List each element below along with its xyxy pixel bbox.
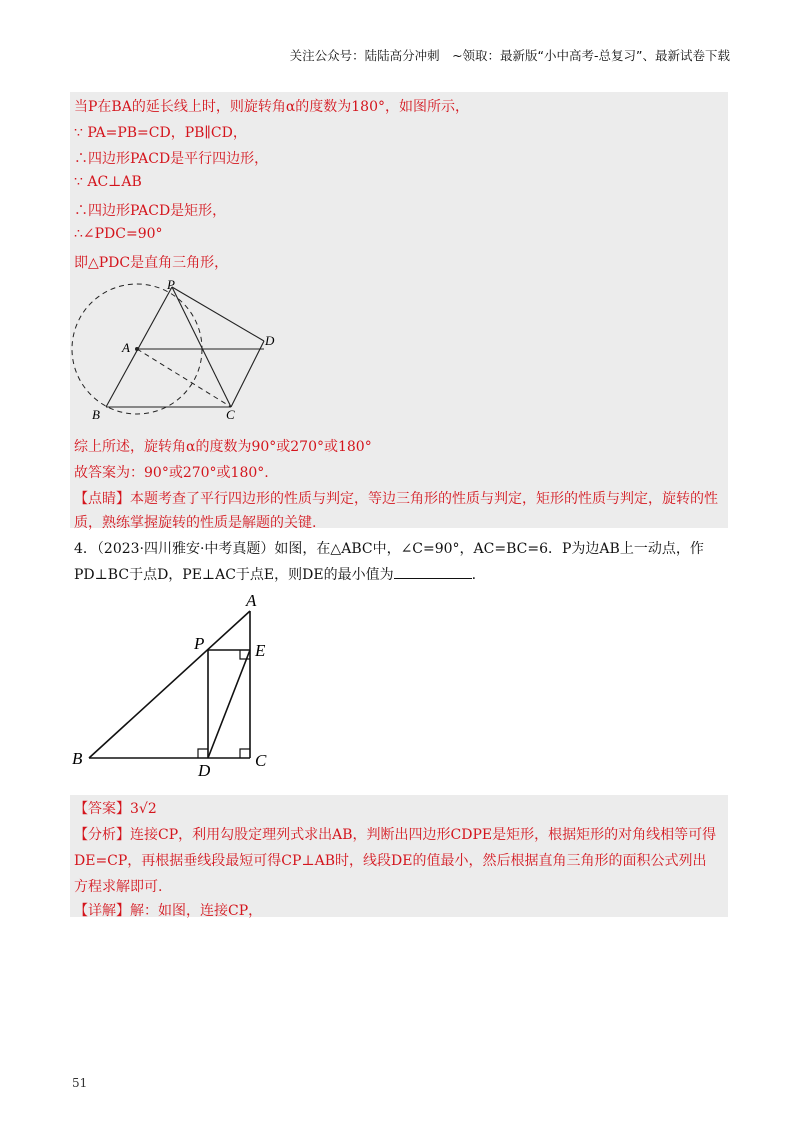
label-e: E bbox=[255, 641, 266, 660]
key-point-line: 【点睛】本题考查了平行四边形的性质与判定，等边三角形的性质与判定，矩形的性质与判定，旋转的性 bbox=[74, 491, 718, 507]
label-p: P bbox=[167, 277, 175, 292]
page-header: 关注公众号：陆陆高分冲刺 ~领取：最新版“小中高考-总复习”、最新试卷下载 bbox=[289, 48, 730, 63]
text-line: 即△PDC是直角三角形， bbox=[74, 255, 229, 271]
key-point-line: 质，熟练掌握旋转的性质是解题的关键. bbox=[74, 515, 317, 531]
analysis-line: 【分析】连接CP，利用勾股定理列式求出AB，判断出四边形CDPE是矩形，根据矩形的对角线相等可得 bbox=[74, 827, 717, 843]
text-line: ∵ PA=PB=CD，PB∥CD， bbox=[74, 125, 247, 141]
text-line: ∵ AC⊥AB bbox=[74, 174, 142, 190]
text-line: ∴∠PDC=90° bbox=[74, 226, 163, 242]
label-c: C bbox=[255, 751, 267, 770]
geometry-figure-parallelogram bbox=[70, 274, 290, 424]
question-4-text: PD⊥BC于点D，PE⊥AC于点E，则DE的最小值为 bbox=[74, 567, 394, 583]
segment-de bbox=[208, 650, 250, 758]
question-4-line-1: 4．（2023·四川雅安·中考真题）如图，在△ABC中，∠C=90°，AC=BC=6．P为边AB上一动点，作 bbox=[74, 541, 704, 557]
segment-pb bbox=[106, 287, 172, 407]
label-b: B bbox=[92, 407, 100, 422]
label-b: B bbox=[72, 749, 83, 768]
analysis-line: 方程求解即可. bbox=[74, 879, 163, 895]
right-angle-c bbox=[240, 749, 250, 758]
text-line: 故答案为：90°或270°或180°. bbox=[74, 465, 269, 481]
segment-ab bbox=[89, 611, 250, 758]
analysis-line: DE=CP，再根据垂线段最短可得CP⊥AB时，线段DE的值最小，然后根据直角三角形的面积公式列出 bbox=[74, 853, 707, 869]
label-d: D bbox=[198, 761, 211, 780]
question-4-line-2: PD⊥BC于点D，PE⊥AC于点E，则DE的最小值为 . bbox=[74, 567, 477, 583]
segment-cd bbox=[231, 341, 264, 407]
text-line: 综上所述，旋转角α的度数为90°或270°或180° bbox=[74, 439, 372, 455]
answer-blank bbox=[394, 566, 472, 579]
text-line: ∴四边形PACD是平行四边形， bbox=[74, 151, 269, 167]
right-angle-d bbox=[198, 749, 208, 758]
detail-line: 【详解】解：如图，连接CP， bbox=[74, 903, 263, 919]
answer-line: 【答案】3√2 bbox=[74, 801, 157, 817]
geometry-figure-triangle bbox=[70, 588, 290, 780]
label-d: D bbox=[265, 333, 275, 348]
label-c: C bbox=[226, 407, 235, 422]
page-number: 51 bbox=[72, 1076, 88, 1090]
label-p: P bbox=[194, 634, 205, 653]
text-line: 当P在BA的延长线上时，则旋转角α的度数为180°，如图所示， bbox=[74, 99, 469, 115]
label-a: A bbox=[246, 591, 257, 610]
text-line: ∴四边形PACD是矩形， bbox=[74, 203, 227, 219]
point-a bbox=[135, 347, 139, 351]
label-a: A bbox=[122, 340, 130, 355]
